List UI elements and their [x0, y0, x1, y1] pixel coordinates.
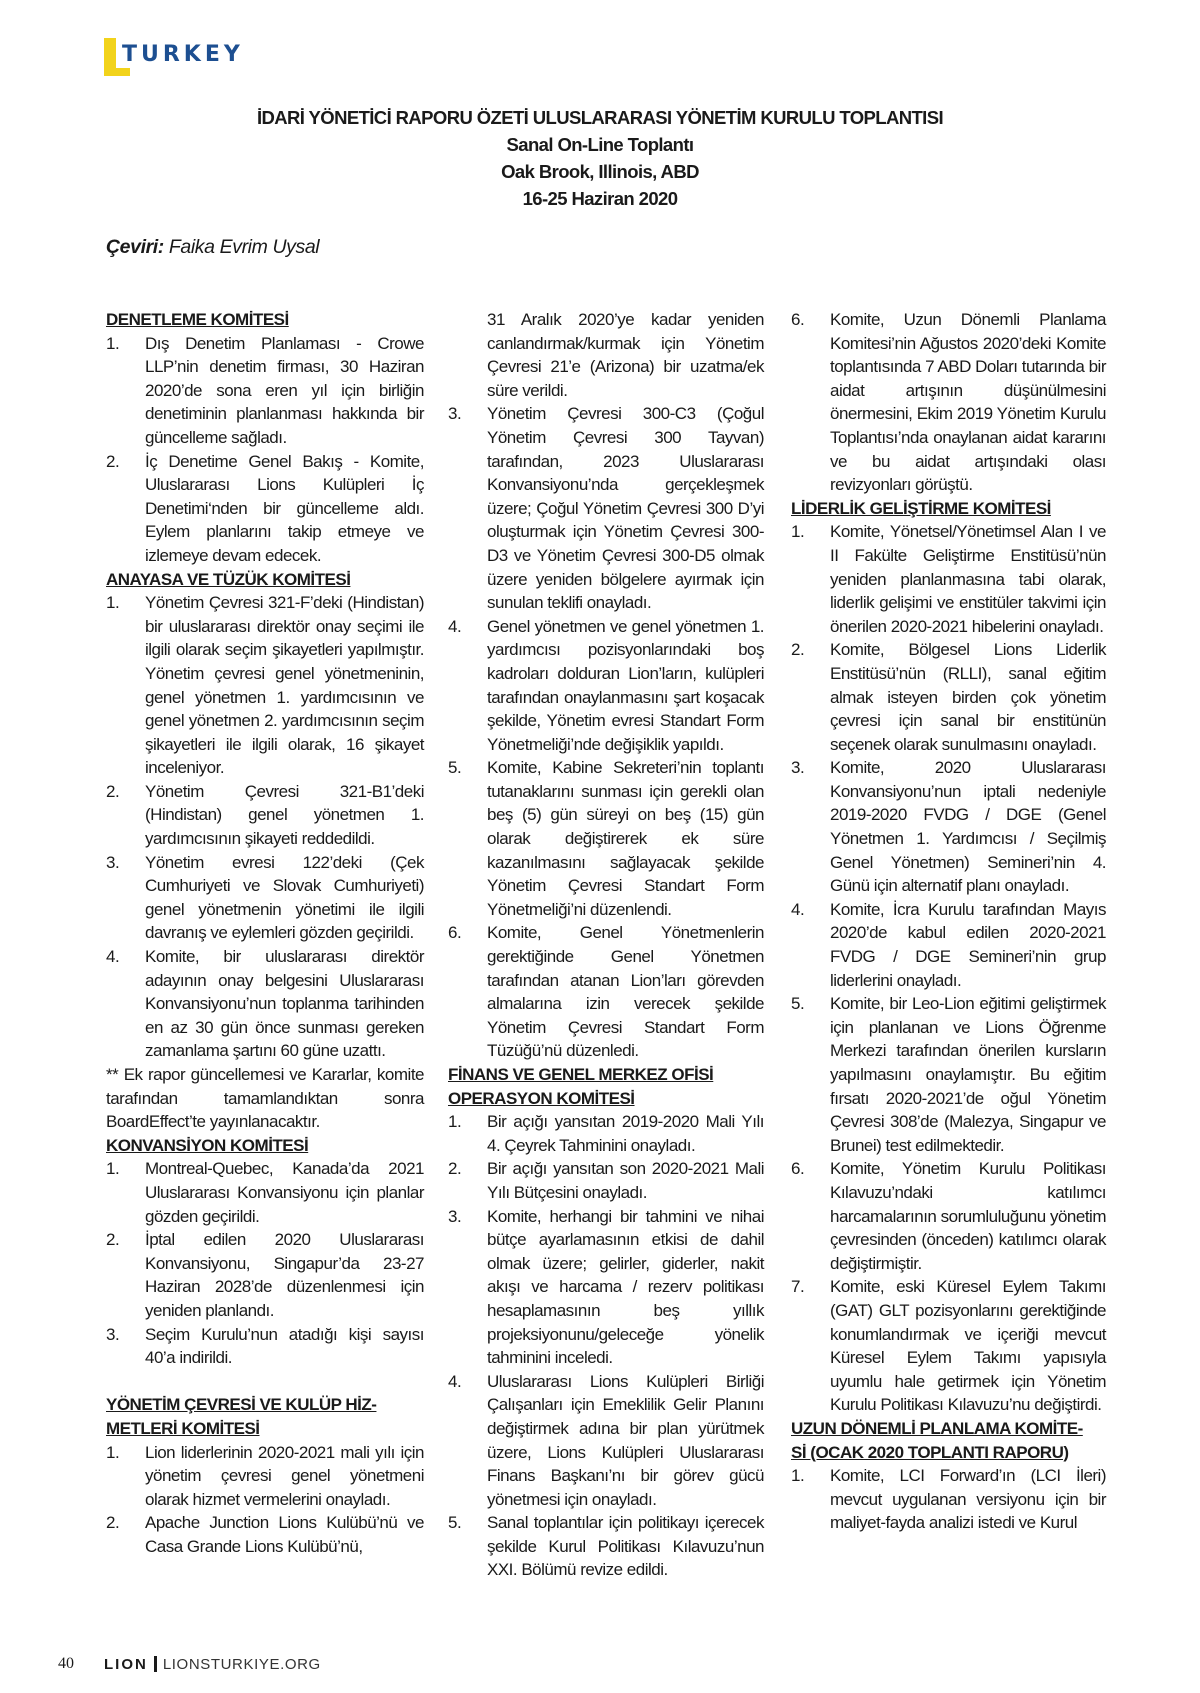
list-item: 4. Komite, İcra Kurulu tarafından Mayıs 2020’de kabul edilen 2020-2021 FVDG / DGE Semineri’nin grup liderlerini onayladı. — [791, 899, 1106, 990]
list-item-continued: 31 Aralık 2020’ye kadar yeniden canlandırmak/kurmak için Yönetim Çevresi 21’e (Arizona) bir uzatma/ek süre verildi. — [487, 310, 764, 400]
list-item: 3. Komite, 2020 Uluslararası Konvansiyonu’nun iptali nedeniyle 2019-2020 FVDG / DGE (Genel Yönetmen 1. Yardımcısı / Seçilmiş Genel Yönetmen) Semineri’nin 4. Günü için alternatif planı onayladı. — [791, 758, 1106, 896]
list-item: 6. Komite, Yönetim Kurulu Politikası Kılavuzu’ndaki katılımcı harcamalarının sorumluluğunu yönetim çevresinden (önceden) katılımcı olarak değiştirmiştir. — [791, 1159, 1106, 1273]
list-item: 1. Komite, LCI Forward’ın (LCI İleri) mevcut uygulanan versiyonu için bir maliyet-fayda analizi istedi ve Kurul — [791, 1466, 1106, 1533]
translator-credit — [106, 236, 319, 259]
list-item: 2. Bir açığı yansıtan son 2020-2021 Mali Yılı Bütçesini onayladı. — [448, 1159, 764, 1202]
section-heading-finance: FİNANS VE GENEL MERKEZ OFİSİ OPERASYON KOMİTESİ — [448, 1065, 714, 1108]
list-item: 2. İptal edilen 2020 Uluslararası Konvansiyonu, Singapur’da 23-27 Haziran 2028’de düzenlenmesi için yeniden planlandı. — [106, 1230, 424, 1320]
section-heading-leadership: LİDERLİK GELİŞTİRME KOMİTESİ — [791, 498, 1051, 518]
list-item: 6. Komite, Uzun Dönemli Planlama Komitesi’nin Ağustos 2020’deki Komite toplantısında 7 ABD Doları tutarında bir aidat artışının düşünülmesini önermesini, Ekim 2019 Yönetim Kurulu Toplantısı’nda onaylanan aidat kararını ve bu aidat artışındaki olası revizyonları görüştü. — [791, 310, 1106, 495]
report-title: İDARİ YÖNETİCİ RAPORU ÖZETİ ULUSLARARASI YÖNETİM KURULU TOPLANTISI — [256, 107, 944, 128]
page-footer — [58, 1655, 321, 1673]
list-item: 3. Yönetim Çevresi 300-C3 (Çoğul Yönetim Çevresi 300 Tayvan) tarafından, 2023 Uluslararası Konvansiyonu’nda gerçekleşmek üzere; Çoğul Yönetim Çevresi 300 D’yi oluşturmak için Yönetim Çevresi 300-D3 ve Yönetim Çevresi 300-D5 olmak üzere yeniden bölgelere ayırmak için sunulan teklifi onayladı. — [448, 404, 764, 613]
column-middle — [448, 308, 764, 1582]
footer-divider — [154, 1656, 157, 1672]
section-heading-audit: DENETLEME KOMİTESİ — [106, 310, 289, 329]
list-item: 6. Komite, Genel Yönetmenlerin gerektiğinde Genel Yönetmen tarafından atanan Lion’ları görevden almalarına izin verecek şekilde Yönetim Çevresi Standart Form Tüzüğü’nü düzenledi. — [448, 923, 764, 1061]
list-item: 5. Komite, bir Leo-Lion eğitimi geliştirmek için planlanan ve Lions Öğrenme Merkezi tarafından önerilen kursların yapılmasını onaylamıştır. Bu eğitim fırsatı 2020-2021’de oğul Yönetim Çevresi 308’de (Malezya, Singapur ve Brunei) test edilmektedir. — [791, 994, 1106, 1155]
logo-foot-icon — [104, 68, 130, 76]
list-item: 4. Komite, bir uluslararası direktör adayının onay belgesini Uluslararası Konvansiyonu’nun toplanma tarihinden en az 30 gün önce sunması gereken zamanlama şartını 60 güne uzattı. — [106, 947, 424, 1061]
magazine-name: LION — [104, 1655, 148, 1673]
list-item: 5. Komite, Kabine Sekreteri’nin toplantı tutanaklarını sunması için gerekli olan beş (5) gün süreyi on beş (15) gün olarak değiştirerek ek süre kazanılmasını sağlayacak şekilde Yönetim Çevresi Standart Form Yönetmeliği’ni düzenlendi. — [448, 758, 764, 919]
section-heading-constitution: ANAYASA VE TÜZÜK KOMİTESİ — [106, 569, 351, 589]
report-location: Oak Brook, Illinois, ABD — [501, 161, 699, 182]
list-item: 1. Komite, Yönetsel/Yönetimsel Alan I ve II Fakülte Geliştirme Enstitüsü’nün yeniden planlanmasına tabi olarak, liderlik gelişimi ve enstitüler takvimi için önerilen 2020-2021 hibelerini onayladı. — [791, 522, 1106, 636]
list-item: 4. Genel yönetmen ve genel yönetmen 1. yardımcısı pozisyonlarındaki boş kadroları dolduran Lion’ların, kulüpleri tarafından onaylanmasını şart koşacak şekilde, Yönetim evresi Standart Form Yönetmeliği’nde değişiklik yapıldı. — [448, 616, 764, 754]
column-left — [106, 308, 424, 1558]
list-item: 3. Yönetim evresi 122’deki (Çek Cumhuriyeti ve Slovak Cumhuriyeti) genel yönetmenin yönetimi ile ilgili davranış ve eylemleri gözden geçirildi. — [106, 852, 424, 943]
list-item: 2. Apache Junction Lions Kulübü’nü ve Casa Grande Lions Kulübü’nü, — [106, 1513, 424, 1556]
list-item: 5. Sanal toplantılar için politikayı içerecek şekilde Kurul Politikası Kılavuzu’nun XXI. Bölümü revize edildi. — [448, 1513, 764, 1580]
list-item: 2. Komite, Bölgesel Lions Liderlik Enstitüsü’nün (RLLI), sanal eğitim almak isteyen birden çok yönetim çevresi için sanal bir enstitünün seçenek olarak sunulmasını onayladı. — [791, 640, 1106, 754]
translator-label: Çeviri: — [106, 236, 164, 258]
list-item: 3. Seçim Kurulu’nun atadığı kişi sayısı 40’a indirildi. — [106, 1324, 424, 1368]
translator-name: Faika Evrim Uysal — [163, 236, 320, 258]
list-item: 1. Dış Denetim Planlaması - Crowe LLP’nin denetim firması, 30 Haziran 2020’de sona eren yıl için birliğin denetiminin planlanması hakkında bir güncelleme sağladı. — [106, 333, 424, 447]
list-item: 2. İç Denetime Genel Bakış - Komite, Uluslararası Lions Kulüpleri İç Denetimi‘nden bir güncelleme aldı. Eylem planlarını takip etmeye ve izlemeye devam edecek. — [106, 451, 424, 565]
logo-text: TURKEY — [122, 42, 244, 67]
list-item: 4. Uluslararası Lions Kulüpleri Birliği Çalışanları için Emeklilik Gelir Planını değiştirmek adına bir plan yürütmek üzere, Lions Kulüpleri Uluslararası Finans Başkanı’nı bir görev gücü yönetmesi için onayladı. — [448, 1371, 764, 1509]
section-heading-convention: KONVANSİYON KOMİTESİ — [106, 1135, 309, 1155]
column-right — [791, 308, 1106, 1535]
report-header — [0, 104, 1200, 212]
list-item: 1. Lion liderlerinin 2020-2021 mali yılı için yönetim çevresi genel yönetmeni olarak hizmet vermelerini onayladı. — [106, 1442, 424, 1509]
list-item: 3. Komite, herhangi bir tahmini ve nihai bütçe ayarlamasının etkisi de dahil olmak üzere; gelirler, giderler, nakit akışı ve harcama / rezerv politikası hesaplamasının beş yıllık projeksiyonunu/geleceğe yönelik tahminini inceledi. — [448, 1206, 764, 1368]
turkey-logo — [104, 38, 264, 78]
list-item: 7. Komite, eski Küresel Eylem Takımı (GAT) GLT pozisyonlarını gerektiğinde konumlandırmak ve içeriği mevcut Küresel Eylem Takımı yapısıyla uyumlu hale getirmek için Yönetim Kurulu Politikası Kılavuzu’nu değiştirdi. — [791, 1277, 1106, 1415]
website-link[interactable]: LIONSTURKIYE.ORG — [162, 1655, 321, 1673]
section-heading-district: YÖNETİM ÇEVRESİ VE KULÜP HİZ- METLERİ KOMİTESİ — [106, 1395, 377, 1438]
report-dates: 16-25 Haziran 2020 — [522, 188, 678, 209]
list-item: 1. Montreal-Quebec, Kanada’da 2021 Uluslararası Konvansiyonu için planlar gözden geçirildi. — [106, 1159, 424, 1226]
section-heading-long-range: UZUN DÖNEMLİ PLANLAMA KOMİTE- Sİ (OCAK 2020 TOPLANTI RAPORU) — [791, 1418, 1083, 1462]
list-item: 1. Yönetim Çevresi 321-F’deki (Hindistan) bir uluslararası direktör onay seçimi ile ilgili olarak seçim şikayetleri yapılmıştır. Yönetim çevresi genel yönetmeninin, genel yönetmen 1. yardımcısının ve genel yönetmen 2. yardımcısının seçim şikayetleri ile ilgili olarak, 16 şikayet inceleniyor. — [106, 593, 424, 778]
page-number: 40 — [58, 1655, 74, 1672]
report-note: ** Ek rapor güncellemesi ve Kararlar, komite tarafından tamamlandıktan sonra BoardEffect’te yayınlanacaktır. — [106, 1065, 424, 1132]
list-item: 2. Yönetim Çevresi 321-B1’deki (Hindistan) genel yönetmen 1. yardımcısının şikayeti reddedildi. — [106, 781, 424, 849]
report-subtitle: Sanal On-Line Toplantı — [506, 134, 694, 155]
list-item: 1. Bir açığı yansıtan 2019-2020 Mali Yılı 4. Çeyrek Tahminini onayladı. — [448, 1112, 764, 1155]
